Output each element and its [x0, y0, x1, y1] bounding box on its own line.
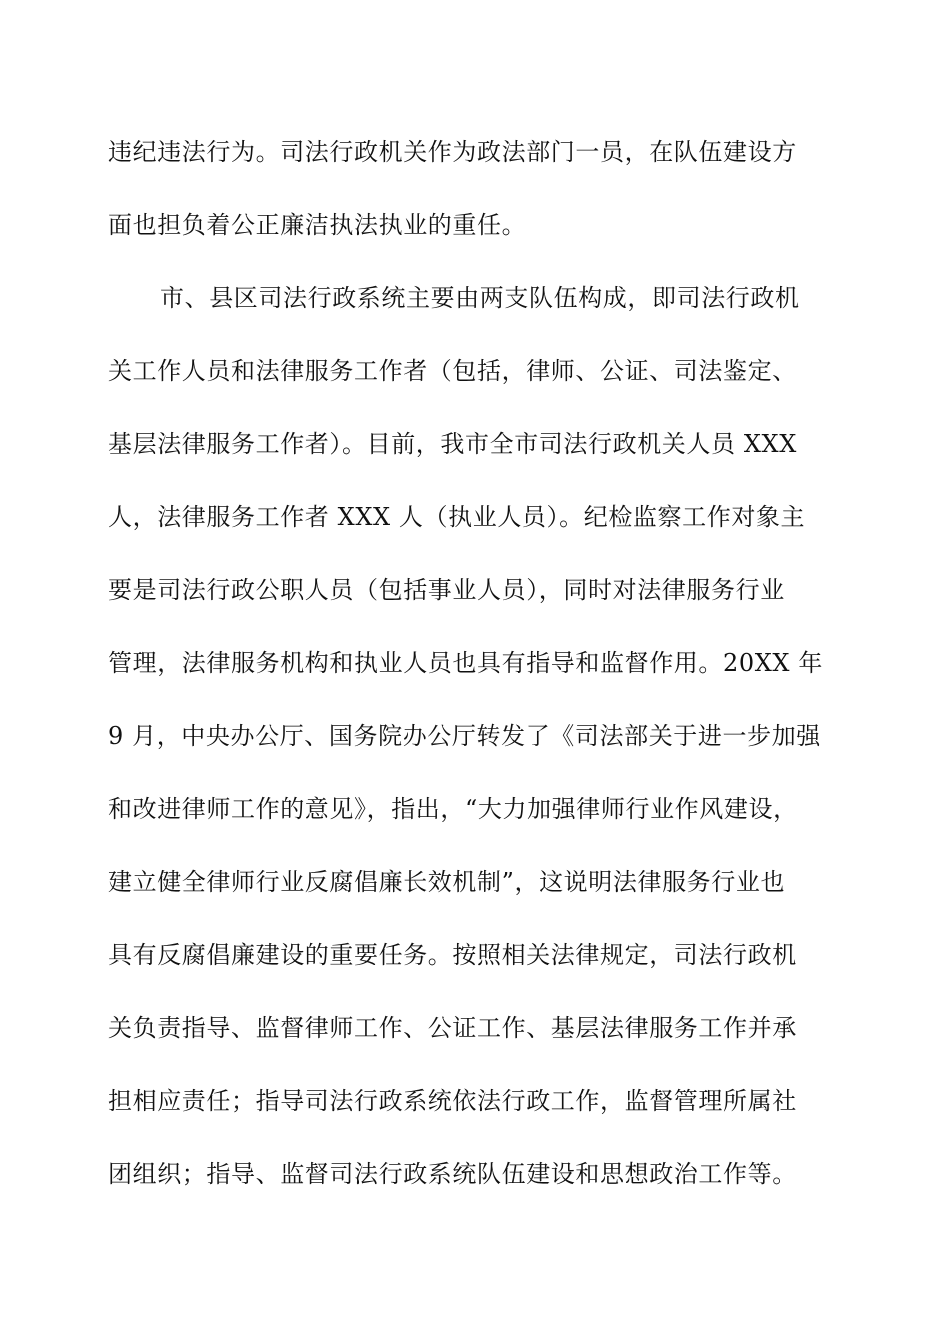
text-line: 违纪违法行为。司法行政机关作为政法部门一员，在队伍建设方: [108, 138, 797, 166]
text-line: 基层法律服务工作者）。目前，我市全市司法行政机关人员 XXX: [108, 430, 797, 458]
text-line: 和改进律师工作的意见》，指出，“大力加强律师行业作风建设，: [108, 795, 798, 823]
text-line: 人，法律服务工作者 XXX 人（执业人员）。纪检监察工作对象主: [108, 503, 806, 531]
text-line: 9 月，中央办公厅、国务院办公厅转发了《司法部关于进一步加强: [108, 722, 821, 750]
text-line: 要是司法行政公职人员（包括事业人员），同时对法律服务行业: [108, 576, 785, 604]
text-line: 管理，法律服务机构和执业人员也具有指导和监督作用。20XX 年: [108, 649, 823, 677]
text-line: 面也担负着公正廉洁执法执业的重任。: [108, 211, 527, 239]
text-line: 团组织；指导、监督司法行政系统队伍建设和思想政治工作等。: [108, 1160, 797, 1188]
text-line: 关工作人员和法律服务工作者（包括，律师、公证、司法鉴定、: [108, 357, 797, 385]
text-line: 具有反腐倡廉建设的重要任务。按照相关法律规定，司法行政机: [108, 941, 797, 969]
text-line: 关负责指导、监督律师工作、公证工作、基层法律服务工作并承: [108, 1014, 797, 1042]
text-line: 建立健全律师行业反腐倡廉长效机制”，这说明法律服务行业也: [108, 868, 786, 896]
text-line: 担相应责任；指导司法行政系统依法行政工作，监督管理所属社: [108, 1087, 797, 1115]
paragraph-start-line: 市、县区司法行政系统主要由两支队伍构成，即司法行政机: [160, 284, 800, 312]
